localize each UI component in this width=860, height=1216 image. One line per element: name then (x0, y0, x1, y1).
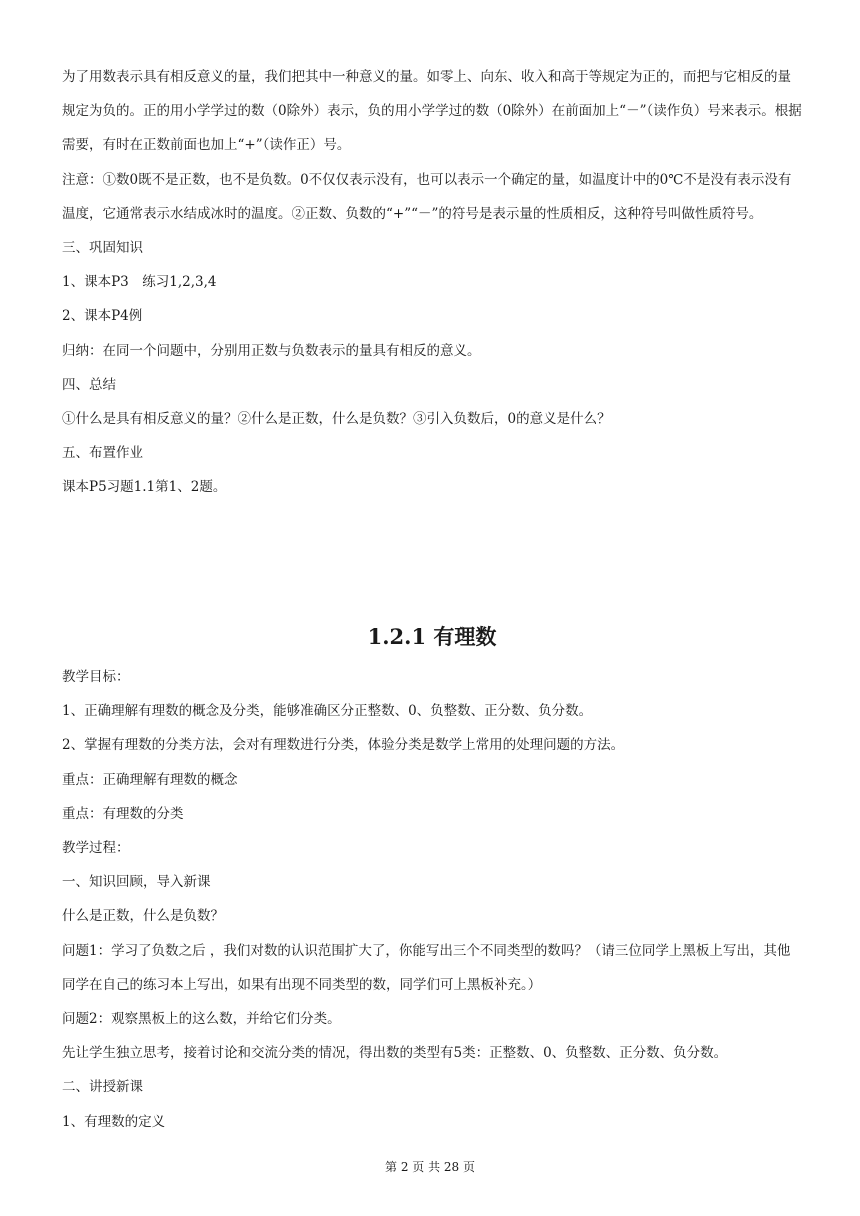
paragraph: 问题2：观察黑板上的这么数，并给它们分类。 (62, 1011, 341, 1028)
paragraph: 重点：有理数的分类 (62, 805, 184, 822)
paragraph: 1、有理数的定义 (62, 1113, 166, 1130)
bottom-section (62, 660, 802, 1139)
paragraph: 问题1：学习了负数之后 ，我们对数的认识范围扩大了，你能写出三个不同类型的数吗？（请三位同学上黑板上写出，其他同学在自己的练习本上写出，如果有出现不同类型的数，同学们可上黑板补充。） (62, 942, 791, 993)
section-title: 1.2.1 有理数 (367, 624, 497, 649)
paragraph: 为了用数表示具有相反意义的量，我们把其中一种意义的量。如零上、向东、收入和高于等规定为正的，而把与它相反的量规定为负的。正的用小学学过的数（0除外）表示，负的用小学学过的数（0除外）在前面加上“－”（读作负）号来表示。根据需要，有时在正数前面也加上“+”（读作正）号。 (62, 69, 802, 154)
page-number-footer: 第 2 页 共 28 页 (385, 1160, 475, 1174)
paragraph: 1、课本P3 练习1,2,3,4 (62, 274, 217, 291)
paragraph: 归纳：在同一个问题中，分别用正数与负数表示的量具有相反的意义。 (62, 342, 481, 359)
section-heading: 一、知识回顾，导入新课 (62, 874, 211, 891)
paragraph: 重点：正确理解有理数的概念 (62, 771, 238, 788)
section-heading: 五、布置作业 (62, 445, 143, 462)
section-heading: 二、讲授新课 (62, 1079, 143, 1096)
paragraph: 教学目标： (62, 669, 130, 685)
title-block (62, 622, 802, 652)
paragraph: 2、掌握有理数的分类方法，会对有理数进行分类，体验分类是数学上常用的处理问题的方法。 (62, 737, 625, 754)
paragraph: 什么是正数，什么是负数？ (62, 908, 224, 925)
paragraph: 2、课本P4例 (62, 308, 143, 325)
paragraph: 教学过程： (62, 840, 130, 857)
paragraph: ①什么是具有相反意义的量？②什么是正数，什么是负数？③引入负数后，0的意义是什么？ (62, 411, 611, 428)
paragraph: 注意：①数0既不是正数，也不是负数。0不仅仅表示没有，也可以表示一个确定的量，如温度计中的0℃不是没有表示没有温度，它通常表示水结成冰时的温度。②正数、负数的“+”“－”的符号是表示量的性质相反，这种符号叫做性质符号。 (62, 171, 792, 222)
top-section (62, 60, 802, 505)
section-heading: 三、巩固知识 (62, 240, 143, 257)
paragraph: 课本P5习题1.1第1、2题。 (62, 479, 227, 496)
section-heading: 四、总结 (62, 376, 116, 393)
paragraph: 先让学生独立思考，接着讨论和交流分类的情况，得出数的类型有5类：正整数、0、负整数、正分数、负分数。 (62, 1045, 728, 1062)
paragraph: 1、正确理解有理数的概念及分类，能够准确区分正整数、0、负整数、正分数、负分数。 (62, 703, 593, 720)
